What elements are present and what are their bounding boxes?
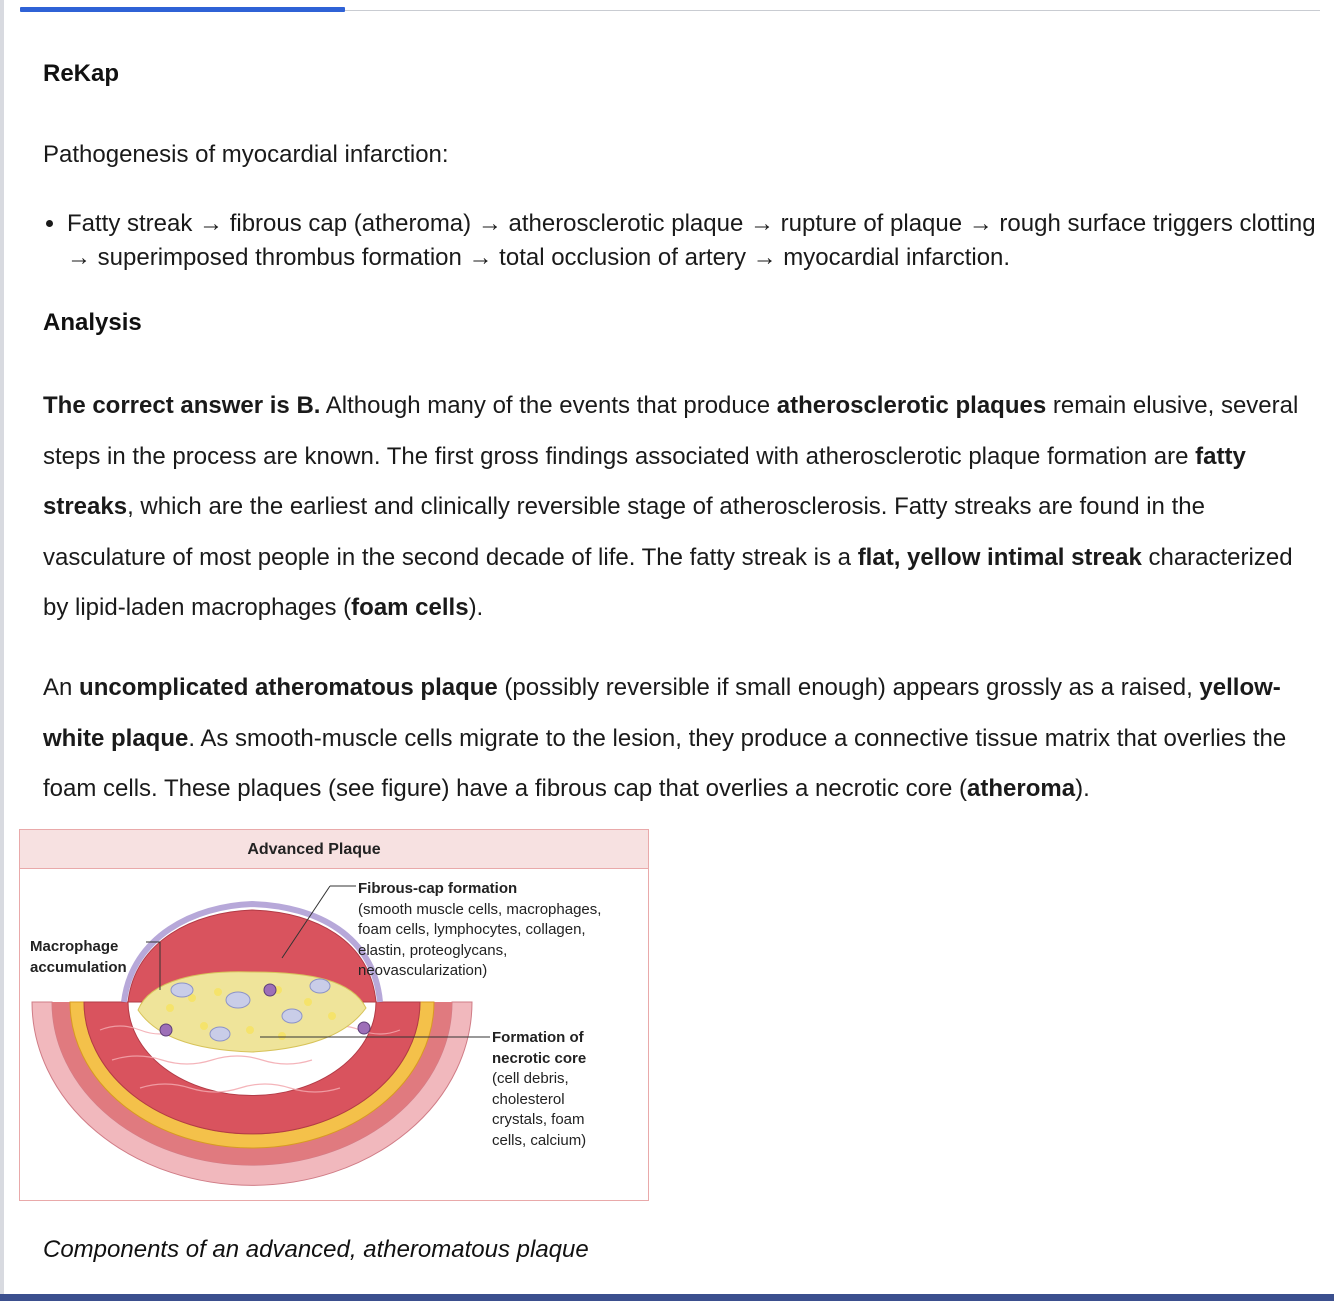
necrotic-core-title-line: Formation of — [492, 1029, 584, 1046]
figure-caption: Components of an advanced, atheromatous plaque — [43, 1236, 589, 1263]
analysis-heading: Analysis — [43, 309, 142, 336]
necrotic-core — [138, 972, 366, 1052]
fibrous-cap-title: Fibrous-cap formation — [358, 880, 518, 897]
analysis-paragraph-2 — [43, 663, 1303, 815]
lumen — [20, 1002, 32, 1200]
p2-seg: (possibly reversible if small enough) appears grossly as a raised, — [497, 674, 1200, 701]
p2-seg: yellow-white plaque — [43, 674, 1281, 752]
p1-seg: atherosclerotic plaques — [776, 392, 1047, 419]
rekap-lead: Pathogenesis of myocardial infarction: — [43, 141, 449, 168]
fibrous-cap-detail-line: elastin, proteoglycans, — [358, 941, 508, 959]
p2-seg: . As smooth-muscle cells migrate to the lesion, they produce a connective tissue matrix that overlies the foam cells. These plaques (see figure) have a fibrous cap that overlies a necrotic core ( — [43, 724, 1287, 802]
analysis-paragraph-1 — [43, 381, 1303, 634]
necrotic-core-detail-line: crystals, foam — [492, 1111, 585, 1128]
p1-seg: The correct answer is B. — [43, 392, 321, 419]
necrotic-core-label — [492, 1028, 642, 1151]
bottom-bar — [0, 1294, 1334, 1301]
fibrous-cap-detail-line: (smooth muscle cells, macrophages, — [358, 900, 602, 918]
fibrous-cap-detail-line: neovascularization) — [358, 962, 488, 979]
rekap-heading: ReKap — [43, 60, 120, 87]
rekap-bullet-list — [43, 207, 1327, 275]
rekap-bullet-item: • Fatty streak → fibrous cap (atheroma) → atherosclerotic plaque → rupture of plaque → rough surface triggers clotting → superimposed thrombus formation → total occlusion of artery → myocardial infarction. — [67, 207, 1327, 275]
advanced-plaque-figure — [19, 829, 649, 1201]
fibrous-cap-detail-line: foam cells, lymphocytes, collagen, — [358, 921, 586, 938]
p1-seg: characterized by lipid-laden macrophages ( — [43, 543, 1293, 621]
figure-title: Advanced Plaque — [247, 841, 381, 858]
p2-seg: atheroma — [967, 775, 1076, 802]
p1-seg: remain elusive, several steps in the process are known. The first gross findings associated with atherosclerotic plaque formation are — [43, 392, 1299, 470]
p1-seg: ). — [468, 594, 484, 621]
macrophage-label — [30, 937, 127, 978]
necrotic-core-detail-line: cells, calcium) — [492, 1131, 587, 1149]
necrotic-core-title-line: necrotic core — [492, 1049, 587, 1067]
p1-seg: foam cells — [351, 594, 469, 621]
p1-seg: , which are the earliest and clinically reversible stage of atherosclerosis. Fatty streaks are found in the vasculature of most people in the second decade of life. The fatty streak is a — [43, 493, 1205, 571]
p2-seg: ). — [1075, 775, 1090, 802]
p1-seg: fatty streaks — [43, 442, 1246, 520]
progress-fill — [20, 7, 345, 12]
necrotic-core-detail-line: (cell debris, — [492, 1070, 569, 1087]
fibrous-cap-label — [358, 879, 648, 982]
window-left-edge — [0, 0, 4, 1301]
p1-seg: flat, yellow intimal streak — [857, 543, 1142, 571]
p1-seg: Although many of the events that produce — [320, 392, 777, 419]
p2-seg: An — [43, 674, 80, 701]
macrophage-label-line: accumulation — [30, 958, 127, 976]
p2-seg: uncomplicated atheromatous plaque — [79, 674, 498, 701]
necrotic-core-detail-line: cholesterol — [492, 1090, 565, 1108]
macrophage-label-line: Macrophage — [30, 938, 119, 955]
